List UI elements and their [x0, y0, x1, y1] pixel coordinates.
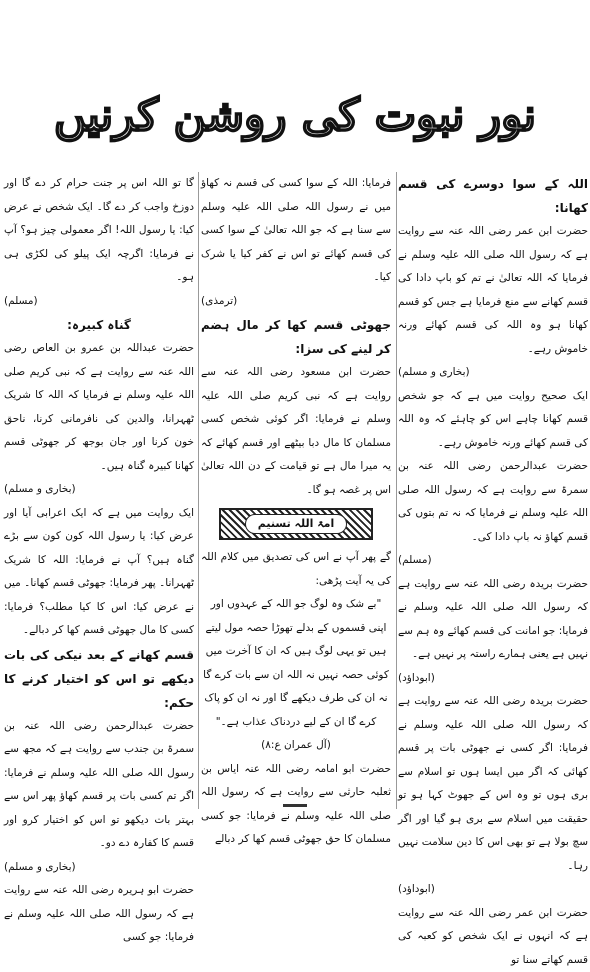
citation: (بخاری و مسلم) [4, 478, 194, 502]
paragraph: حضرت ابن مسعود رضی اللہ عنہ سے روایت ہے کہ نبی کریم صلی اللہ علیہ وسلم نے فرمایا: اگر کوئی شخص کسی مسلمان کا مال دبا بیٹھے اور قسم کھائے کہ یہ میرا مال ہے تو قیامت کے دن اللہ تعالیٰ اس پر غصہ ہو گا۔ [201, 361, 391, 502]
right-column [398, 172, 588, 809]
quran-verse: "بے شک وہ لوگ جو اللہ کے عہدوں اور اپنی قسموں کے بدلے تھوڑا حصہ مول لیتے ہیں تو یہی لوگ ہیں کہ ان کا آخرت میں کوئی حصہ نہیں نہ اللہ ان سے بات کرے گا نہ ان کی طرف دیکھے گا اور نہ ان کو پاک کرے گا ان کے لیے دردناک عذاب ہے۔" [201, 593, 391, 734]
section-heading: گناہ کبیرہ: [4, 313, 194, 337]
paragraph: حضرت ابو امامہ رضی اللہ عنہ ایاس بن ثعلبہ حارثی سے روایت ہے کہ رسول اللہ صلی اللہ علیہ وسلم نے فرمایا: جو کسی مسلمان کا حق جھوٹی قسم کھا کر دبالے [201, 758, 391, 852]
middle-column [201, 172, 391, 809]
citation: (بخاری و مسلم) [398, 361, 588, 385]
left-column [4, 172, 194, 809]
page-title: نور نبوت کی روشن کرنیں [20, 88, 570, 144]
paragraph: ایک روایت میں ہے کہ ایک اعرابی آیا اور عرض کیا: یا رسول اللہ کون کون سے بڑے گناہ ہیں؟ آپ نے فرمایا: اللہ کا شریک ٹھہرانا۔ پھر فرمایا: جھوٹی قسم کھانا۔ میں نے عرض کیا: اس کا کیا مطلب؟ فرمایا: کسی کا مال جھوٹی قسم کھا کر دبالے۔ [4, 502, 194, 643]
paragraph: حضرت ابو ہریرہ رضی اللہ عنہ سے روایت ہے کہ رسول اللہ صلی اللہ علیہ وسلم نے فرمایا: جو کسی [4, 879, 194, 950]
citation: (ترمذی) [201, 290, 391, 314]
paragraph: حضرت بریدہ رضی اللہ عنہ سے روایت ہے کہ رسول اللہ صلی اللہ علیہ وسلم نے فرمایا: جو امانت کی قسم کھائے وہ ہم سے نہیں ہے یعنی ہمارے راستہ پر نہیں ہے۔ [398, 573, 588, 667]
column-divider [198, 172, 199, 809]
paragraph: حضرت عبدالرحمن رضی اللہ عنہ بن سمرۃ بن جندب سے روایت ہے کہ مجھ سے رسول اللہ صلی اللہ علیہ وسلم نے فرمایا: اگر تم کسی بات پر قسم کھاؤ پھر اس سے بہتر بات دیکھو تو اس کو اختیار کرو اور قسم کا کفارہ دے دو۔ [4, 715, 194, 856]
citation: (مسلم) [4, 290, 194, 314]
paragraph: حضرت ابن عمر رضی اللہ عنہ سے روایت ہے کہ انہوں نے ایک شخص کو کعبہ کی قسم کھاتے سنا تو [398, 902, 588, 972]
citation: (بخاری و مسلم) [4, 856, 194, 880]
citation: (ابوداؤد) [398, 878, 588, 902]
column-divider [396, 172, 397, 809]
citation: (آل عمران ع:۸) [201, 734, 391, 758]
page-footer-mark [283, 804, 307, 807]
section-heading: جھوٹی قسم کھا کر مال ہضم کر لینے کی سزا: [201, 313, 391, 361]
paragraph: گے پھر آپ نے اس کی تصدیق میں کلام اللہ کی یہ آیت پڑھی: [201, 546, 391, 593]
section-heading: اللہ کے سوا دوسرے کی قسم کھانا: [398, 172, 588, 220]
author-banner [219, 508, 373, 540]
section-heading: قسم کھانے کے بعد نیکی کی بات دیکھے تو اس کو اختیار کرنے کا حکم: [4, 643, 194, 715]
paragraph: حضرت بریدہ رضی اللہ عنہ سے روایت ہے کہ رسول اللہ صلی اللہ علیہ وسلم نے فرمایا: اگر کسی نے جھوٹی بات پر قسم کھائی کہ اگر میں ایسا ہوں تو اسلام سے بری ہوں تو وہ اس کے جھوٹ کہا ہو تو حقیقت میں اسلام سے بری ہو گیا اور اگر سچ بولا ہے تو بھی اس کا دین سلامت نہیں رہا۔ [398, 690, 588, 878]
paragraph: حضرت عبدالرحمن رضی اللہ عنہ بن سمرۃ سے روایت ہے کہ رسول اللہ صلی اللہ علیہ وسلم نے فرمایا کہ نہ تم بتوں کی قسم کھاؤ نہ باپ دادا کی۔ [398, 455, 588, 549]
paragraph: حضرت عبداللہ بن عمرو بن العاص رضی اللہ عنہ سے روایت ہے کہ نبی کریم صلی اللہ علیہ وسلم نے فرمایا کہ اللہ کا شریک ٹھہرانا، والدین کی نافرمانی کرنا، ناحق خون کرنا اور جان بوجھ کر جھوٹی قسم کھانا کبیرہ گناہ ہیں۔ [4, 337, 194, 478]
paragraph: فرمایا: اللہ کے سوا کسی کی قسم نہ کھاؤ میں نے رسول اللہ صلی اللہ علیہ وسلم سے سنا ہے کہ جو اللہ تعالیٰ کے سوا کسی کی قسم کھائے تو اس نے کفر کیا یا شرک کیا۔ [201, 172, 391, 290]
paragraph: حضرت ابن عمر رضی اللہ عنہ سے روایت ہے کہ رسول اللہ صلی اللہ علیہ وسلم نے فرمایا کہ اللہ تعالیٰ نے تم کو باپ دادا کی قسم کھانے سے منع فرمایا ہے جس کو قسم کھانا ہو وہ اللہ کی قسم کھائے ورنہ خاموش رہے۔ [398, 220, 588, 361]
citation: (ابوداؤد) [398, 667, 588, 691]
paragraph: گا تو اللہ اس پر جنت حرام کر دے گا اور دوزخ واجب کر دے گا۔ ایک شخص نے عرض کیا: یا رسول اللہ! اگر معمولی چیز ہو؟ آپ نے فرمایا: اگرچہ ایک پیلو کی لکڑی ہی ہو۔ [4, 172, 194, 290]
citation: (مسلم) [398, 549, 588, 573]
author-name: امۃ اللہ تسنیم [245, 514, 347, 534]
paragraph: ایک صحیح روایت میں ہے کہ جو شخص قسم کھانا چاہے اس کو چاہئے کہ وہ اللہ کی قسم کھائے ورنہ خاموش رہے۔ [398, 385, 588, 456]
